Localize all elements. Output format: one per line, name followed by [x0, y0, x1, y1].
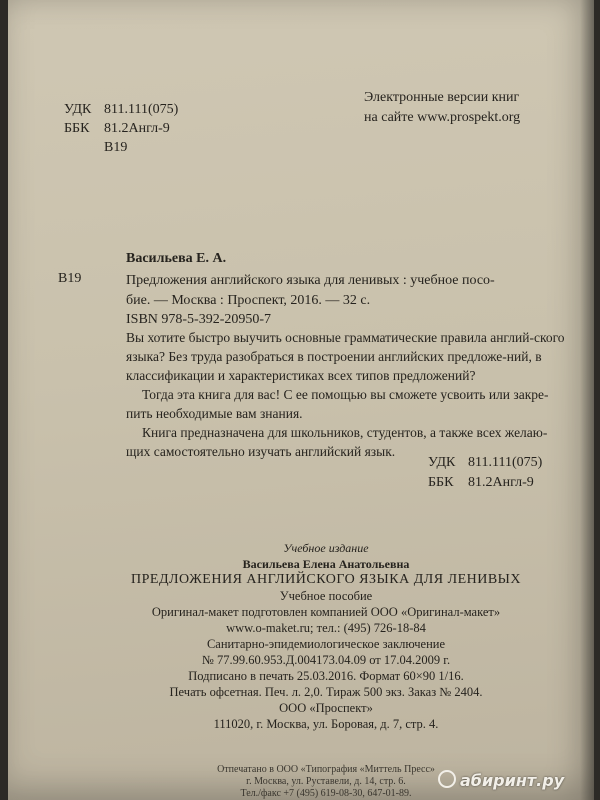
annotation-paragraph-2: Тогда эта книга для вас! С ее помощью вы сможете усвоить или закре-пить необходимые вам знания.	[126, 387, 549, 421]
udk-value-bottom: 811.111(075)	[468, 455, 543, 470]
annotation-paragraph-1: Вы хотите быстро выучить основные грамматические правила англий-ского языка? Без труда разобраться в построении английских предложе-ний, в классификации и характеристиках всех типов предложений?	[126, 330, 565, 383]
page-edge-shadow	[580, 0, 594, 800]
publisher-address: 111020, г. Москва, ул. Боровая, д. 7, стр. 4.	[213, 717, 439, 731]
edition-type: Учебное издание	[283, 541, 369, 555]
bbk-value: 81.2Англ-9	[104, 121, 170, 136]
sanitary-number: № 77.99.60.953.Д.004173.04.09 от 17.04.2009 г.	[201, 653, 451, 667]
imprint-block	[126, 540, 526, 732]
udk-line	[64, 100, 178, 119]
print-info: Печать офсетная. Печ. л. 2,0. Тираж 500 экз. Заказ № 2404.	[169, 685, 483, 699]
site-watermark	[438, 770, 564, 790]
labyrinth-logo-icon	[438, 770, 456, 788]
author-name: Васильева Е. А.	[126, 251, 227, 266]
isbn: ISBN 978-5-392-20950-7	[126, 312, 272, 327]
layout-contact: www.o-maket.ru; тел.: (495) 726-18-84	[226, 621, 426, 635]
printer-line-3: Тел./факс +7 (495) 619-08-30, 647-01-89.	[240, 788, 412, 799]
printer-info	[176, 764, 476, 800]
author-index: В19	[104, 140, 128, 155]
book-page	[8, 0, 594, 800]
udk-value: 811.111(075)	[104, 102, 179, 117]
full-author-name: Васильева Елена Анатольевна	[242, 557, 410, 571]
udk-line-bottom	[428, 453, 542, 473]
printer-line-1: Отпечатано в ООО «Типография «Миттель Пресс»	[217, 764, 435, 775]
description-line-1: Предложения английского языка для ленивых : учебное посо-	[126, 273, 495, 288]
bbk-line-bottom	[428, 473, 542, 493]
electronic-line-1: Электронные версии книг	[364, 90, 520, 105]
bbk-label: ББК	[64, 121, 90, 136]
annotation	[126, 328, 566, 461]
bibliographic-index: В19	[58, 271, 82, 286]
electronic-versions-note	[364, 88, 520, 128]
printer-line-2: г. Москва, ул. Руставели, д. 14, стр. 6.	[246, 776, 406, 787]
description-line-2: бие. — Москва : Проспект, 2016. — 32 с.	[126, 293, 371, 308]
classification-codes-bottom	[428, 453, 542, 493]
book-title: ПРЕДЛОЖЕНИЯ АНГЛИЙСКОГО ЯЗЫКА ДЛЯ ЛЕНИВЫХ	[131, 572, 521, 587]
classification-codes-top	[64, 100, 178, 157]
publisher-name: ООО «Проспект»	[279, 701, 373, 715]
signed-for-print: Подписано в печать 25.03.2016. Формат 60×90 1/16.	[188, 669, 464, 683]
annotation-paragraph-3: Книга предназначена для школьников, студентов, а также всех желаю-щих самостоятельно изучать английский язык.	[126, 425, 548, 459]
electronic-line-2: на сайте www.prospekt.org	[364, 110, 521, 125]
sanitary-title: Санитарно-эпидемиологическое заключение	[206, 637, 446, 651]
bibliographic-description	[126, 271, 495, 311]
watermark-text: абиринт.ру	[460, 771, 565, 790]
book-subtitle: Учебное пособие	[279, 589, 373, 603]
layout-credit: Оригинал-макет подготовлен компанией ООО «Оригинал-макет»	[151, 605, 501, 619]
bbk-line	[64, 119, 178, 138]
bbk-value-bottom: 81.2Англ-9	[468, 475, 534, 490]
udk-label-bottom: УДК	[428, 455, 456, 470]
udk-label: УДК	[64, 102, 92, 117]
bbk-label-bottom: ББК	[428, 475, 454, 490]
